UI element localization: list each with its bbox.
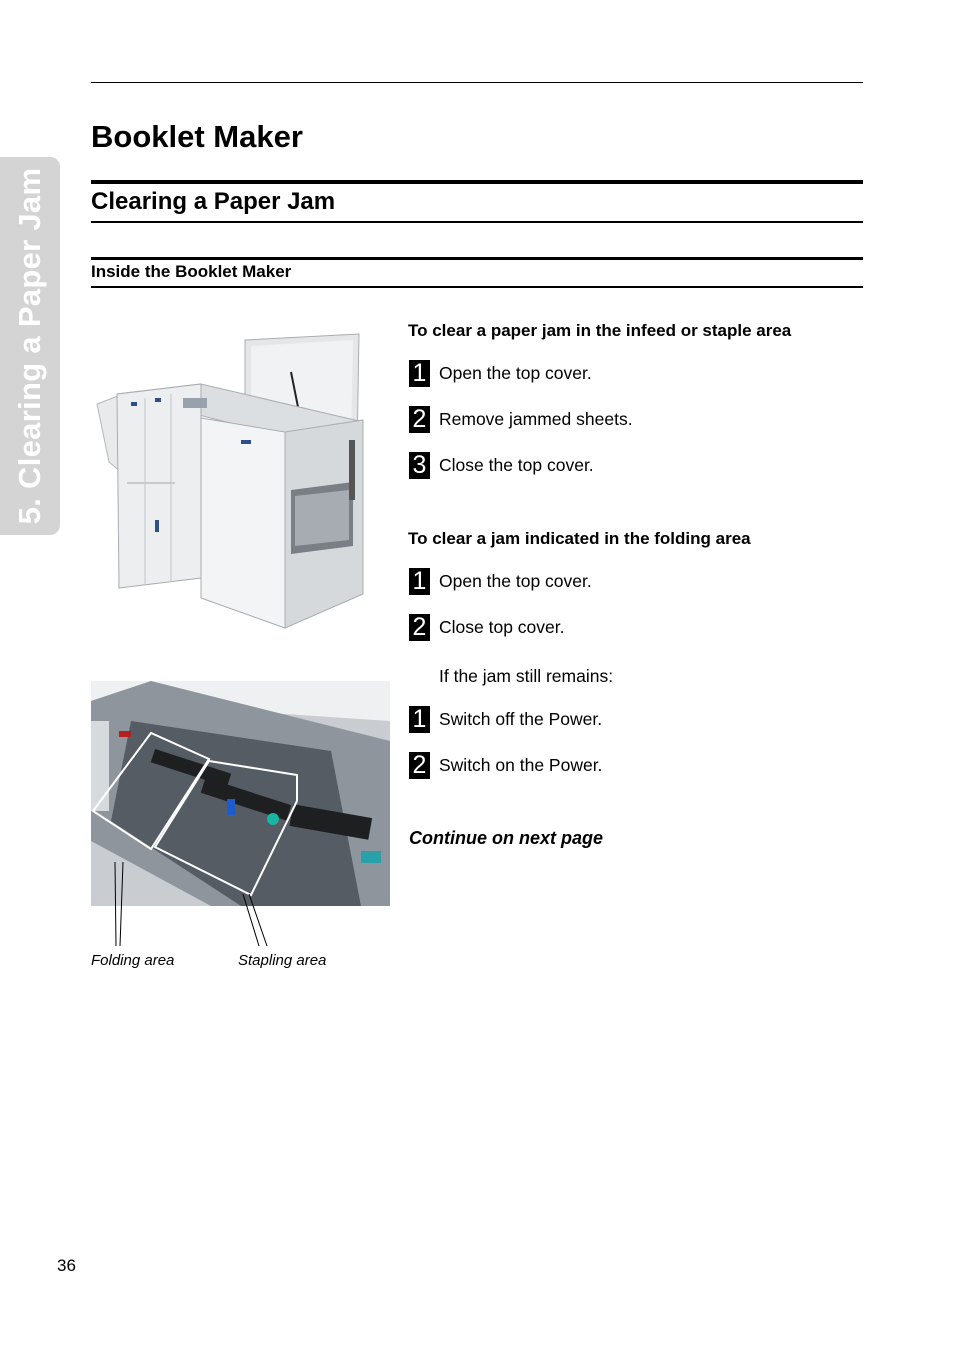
step-number: 1 [409, 360, 430, 387]
page-title: Booklet Maker [91, 119, 303, 154]
infeed-step-2 [409, 405, 633, 433]
stapling-area-caption: Stapling area [238, 952, 327, 969]
subsection-title: Inside the Booklet Maker [91, 262, 292, 281]
chapter-side-tab [0, 157, 60, 535]
jam-remains-note: If the jam still remains: [439, 666, 614, 686]
infeed-step-3 [409, 451, 594, 479]
step-number: 2 [409, 406, 430, 433]
section-rule-top [91, 180, 863, 184]
folding-step-2 [409, 613, 564, 641]
power-step-1 [409, 705, 602, 733]
step-text: Switch on the Power. [439, 754, 603, 775]
folding-heading: To clear a jam indicated in the folding area [408, 529, 751, 548]
step-text: Close the top cover. [439, 454, 594, 475]
step-text: Open the top cover. [439, 570, 592, 591]
folding-step-1 [409, 567, 592, 595]
continue-note: Continue on next page [409, 828, 604, 848]
step-number: 2 [409, 752, 430, 779]
subsection-rule-top [91, 257, 863, 260]
infeed-step-1 [409, 359, 592, 387]
step-number: 3 [409, 452, 430, 479]
infeed-heading: To clear a paper jam in the infeed or staple area [408, 321, 792, 340]
section-rule-bottom [91, 221, 863, 223]
folding-area-caption: Folding area [91, 952, 175, 969]
step-text: Close top cover. [439, 616, 565, 637]
step-number: 1 [409, 706, 430, 733]
booklet-maker-photo [91, 332, 381, 632]
step-text: Switch off the Power. [439, 708, 603, 729]
section-title: Clearing a Paper Jam [91, 188, 336, 215]
step-text: Remove jammed sheets. [439, 408, 633, 429]
chapter-side-tab-label: 5. Clearing a Paper Jam [12, 167, 47, 525]
subsection-rule-bottom [91, 286, 863, 288]
step-text: Open the top cover. [439, 362, 592, 383]
header-rule [91, 82, 863, 83]
step-number: 1 [409, 568, 430, 595]
callout-lines [91, 860, 291, 952]
step-number: 2 [409, 614, 430, 641]
power-step-2 [409, 751, 602, 779]
page-number: 36 [57, 1256, 76, 1275]
